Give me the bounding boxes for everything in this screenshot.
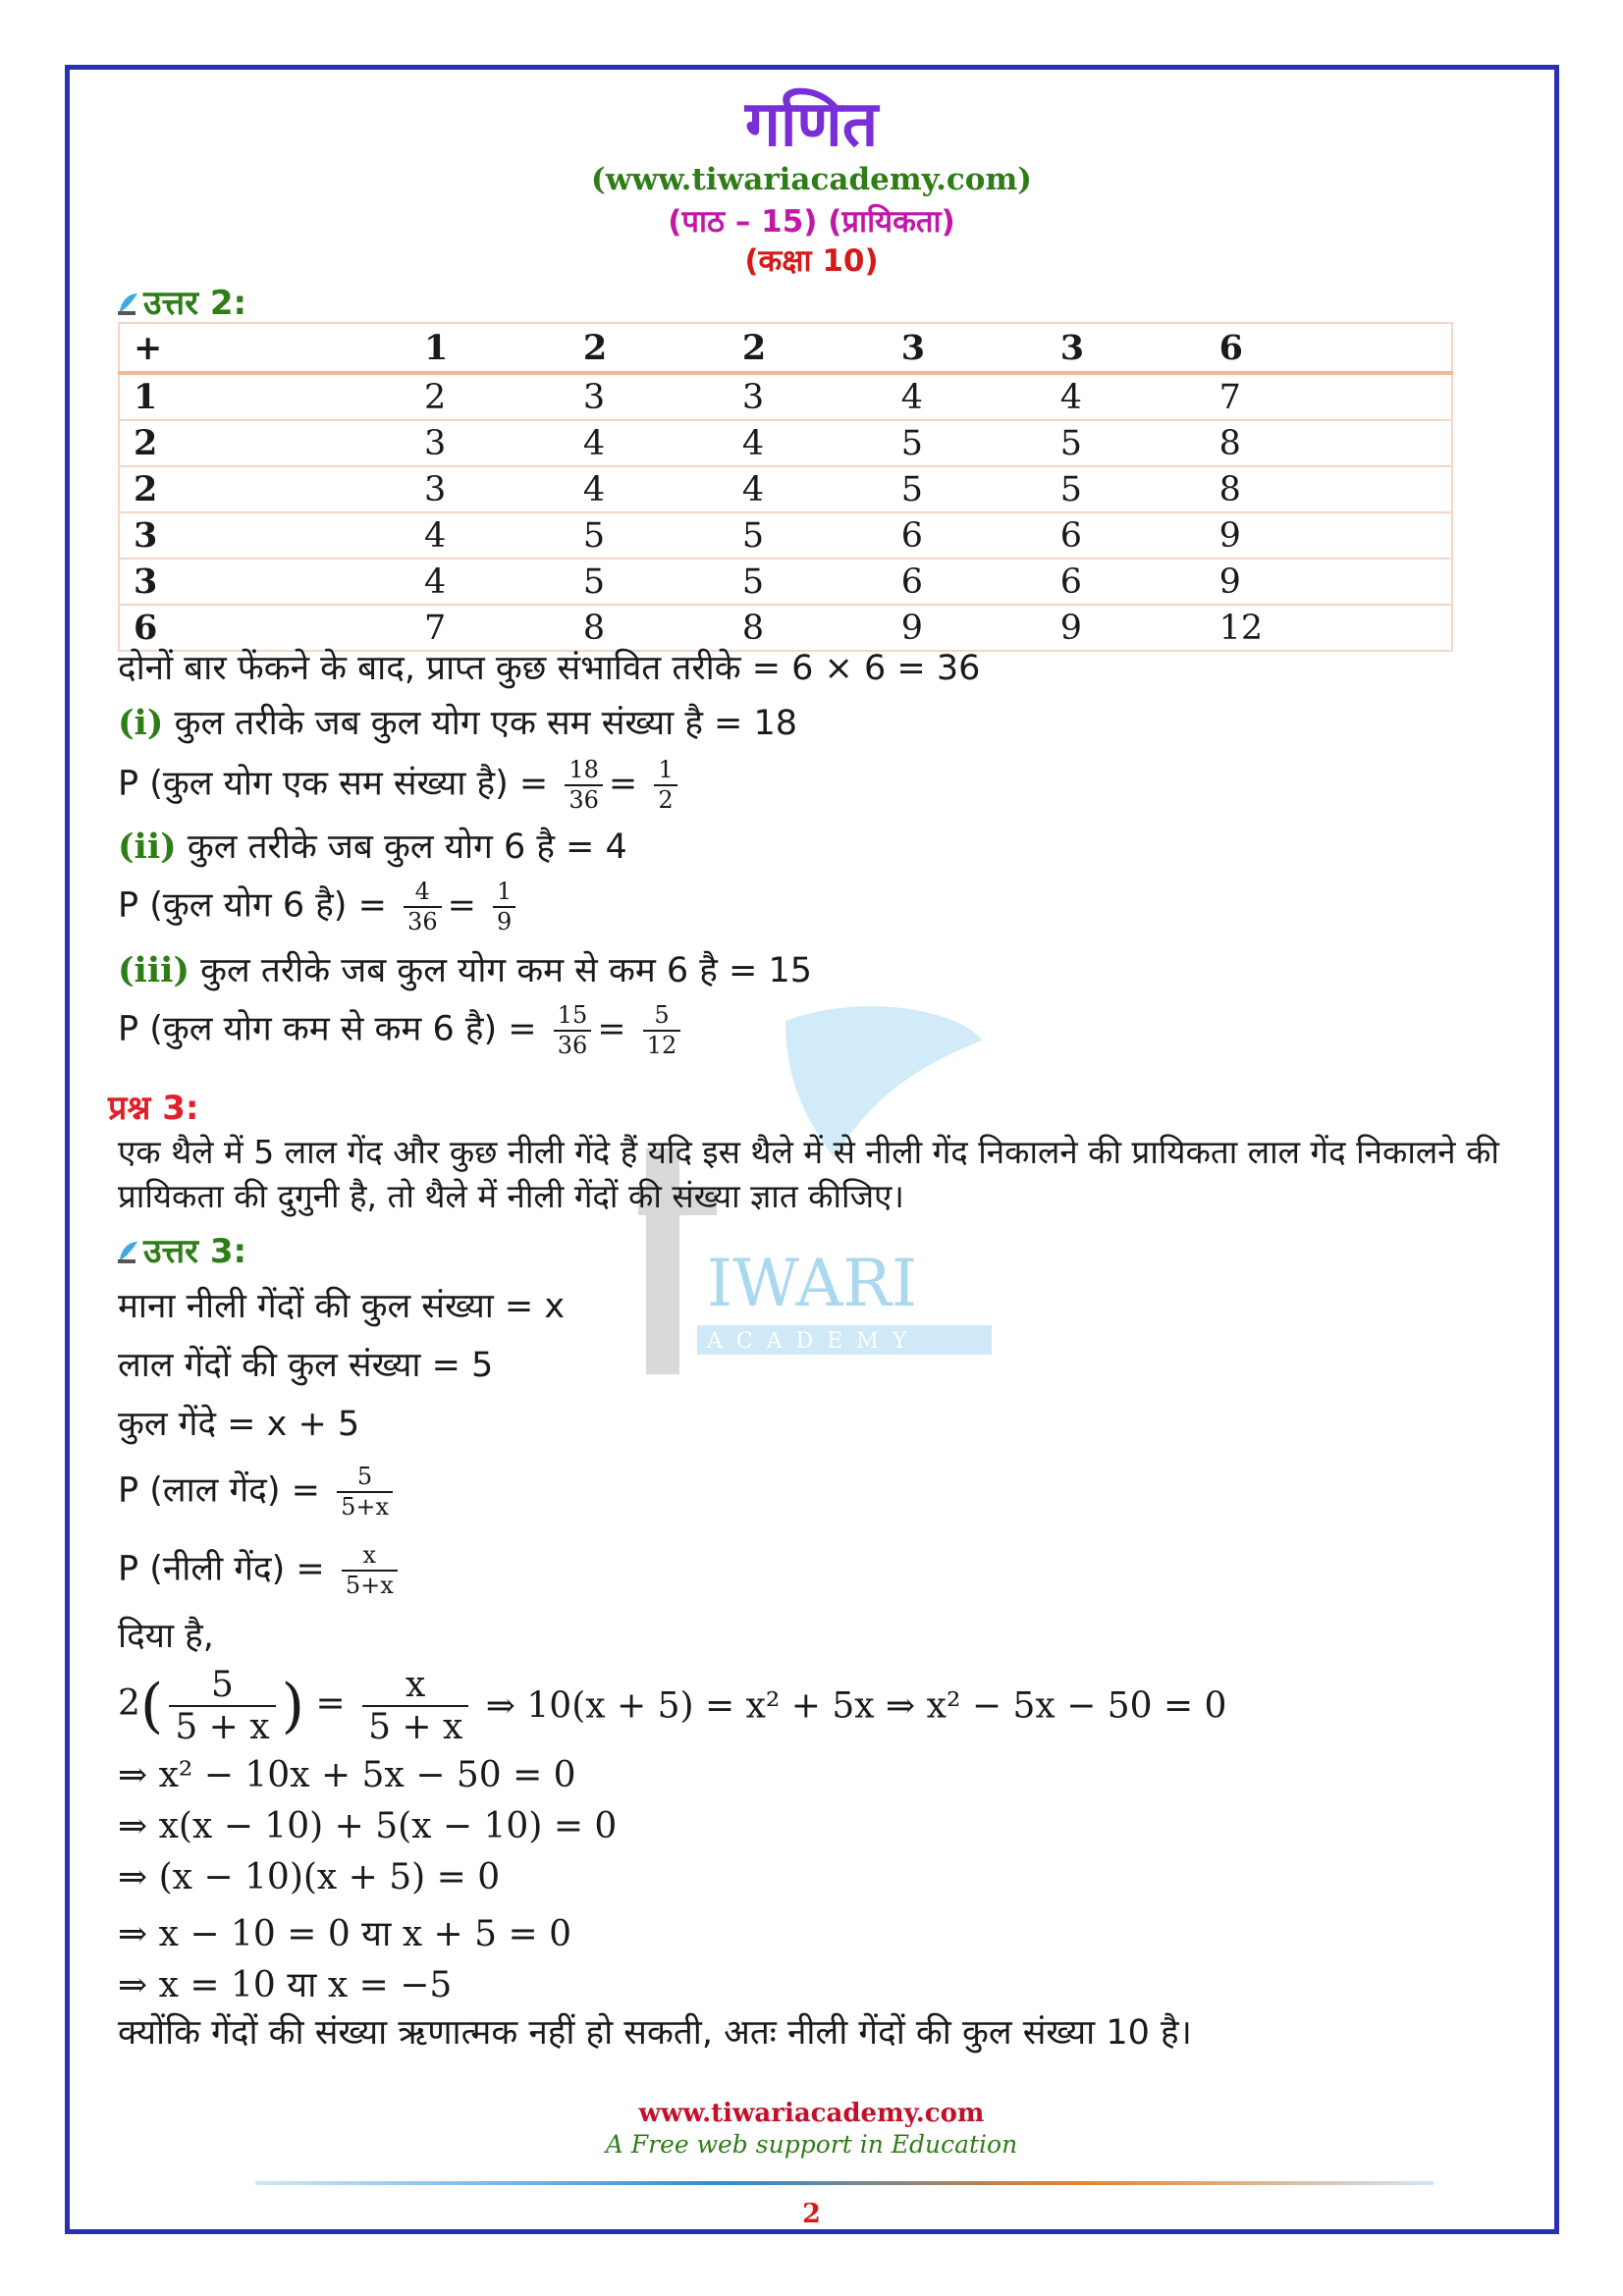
fraction: $\frac{5}{5+x}$ <box>337 1463 393 1522</box>
table-row <box>119 466 1452 512</box>
table-cell: 6 <box>1206 323 1452 373</box>
table-cell: 1 <box>119 373 410 420</box>
table-cell: 6 <box>119 605 410 651</box>
table-cell: 6 <box>1047 559 1206 605</box>
footer-divider <box>255 2181 1434 2185</box>
table-cell: 8 <box>729 605 888 651</box>
leaf-logo-icon <box>116 1240 139 1265</box>
dice-sum-table <box>118 322 1453 652</box>
table-cell: 9 <box>888 605 1047 651</box>
table-cell: 2 <box>119 466 410 512</box>
table-cell: 4 <box>729 466 888 512</box>
table-cell: 8 <box>1206 466 1452 512</box>
table-cell: 4 <box>729 420 888 466</box>
table-cell: 1 <box>410 323 569 373</box>
part-i-probability: P (कुल योग एक सम संख्या है) = $\frac{18}{36}$ = $\frac{1}{2}$ <box>118 756 683 815</box>
table-cell: 2 <box>410 373 569 420</box>
table-cell: 4 <box>410 512 569 559</box>
equation-4: ⇒ (x − 10)(x + 5) = 0 <box>118 1857 501 1897</box>
table-cell: 5 <box>729 559 888 605</box>
table-cell: 6 <box>888 559 1047 605</box>
part-iii-probability: P (कुल योग कम से कम 6 है) = $\frac{15}{36}$ = $\frac{5}{12}$ <box>118 1001 686 1060</box>
fraction: $\frac{5}{12}$ <box>643 1001 681 1060</box>
table-cell: 2 <box>729 323 888 373</box>
equation-3: ⇒ x(x − 10) + 5(x − 10) = 0 <box>118 1806 618 1846</box>
table-row <box>119 512 1452 559</box>
leaf-logo-icon <box>116 292 139 317</box>
equation-2: ⇒ x² − 10x + 5x − 50 = 0 <box>118 1755 576 1795</box>
table-cell: 3 <box>119 559 410 605</box>
answer-3-line-1: माना नीली गेंदों की कुल संख्या = x <box>118 1287 566 1326</box>
question-3-heading: प्रश्न 3: <box>108 1089 199 1128</box>
table-cell: 7 <box>410 605 569 651</box>
table-cell: 5 <box>569 512 729 559</box>
page-number: 2 <box>802 2199 821 2229</box>
table-cell: 3 <box>119 512 410 559</box>
table-cell: 5 <box>729 512 888 559</box>
table-cell: 3 <box>1047 323 1206 373</box>
table-row <box>119 605 1452 651</box>
table-cell: 5 <box>888 420 1047 466</box>
fraction: $\frac{x}{5 + x}$ <box>362 1665 468 1747</box>
table-cell: 5 <box>569 559 729 605</box>
table-cell: 3 <box>729 373 888 420</box>
svg-text:IWARI: IWARI <box>707 1246 918 1321</box>
fraction: $\frac{15}{36}$ <box>554 1001 592 1060</box>
fraction: $\frac{1}{2}$ <box>654 756 676 815</box>
table-cell: 4 <box>569 466 729 512</box>
table-cell: 3 <box>888 323 1047 373</box>
answer-3-line-3: कुल गेंदे = x + 5 <box>118 1405 360 1444</box>
part-iii-line: (iii) कुल तरीके जब कुल योग कम से कम 6 है = 15 <box>118 950 812 990</box>
table-cell: 5 <box>1047 420 1206 466</box>
conclusion: क्योंकि गेंदों की संख्या ऋणात्मक नहीं हो सकती, अतः नीली गेंदों की कुल संख्या 10 है। <box>118 2013 1192 2053</box>
equation-5: ⇒ x − 10 = 0 या x + 5 = 0 <box>118 1914 572 1954</box>
table-header-row <box>119 323 1452 373</box>
part-ii-probability: P (कुल योग 6 है) = $\frac{4}{36}$ = $\frac{1}{9}$ <box>118 878 521 936</box>
equation-1: 2( $\frac{5}{5 + x}$ ) = $\frac{x}{5 + x}$ ⇒ 10(x + 5) = x² + 5x ⇒ x² − 5x − 50 = 0 <box>118 1665 1227 1747</box>
equation-6: ⇒ x = 10 या x = −5 <box>118 1965 453 2005</box>
part-i-line: (i) कुल तरीके जब कुल योग एक सम संख्या है = 18 <box>118 703 798 743</box>
chapter-label: (पाठ – 15) (प्रायिकता) <box>668 204 955 240</box>
question-3-text: एक थैले में 5 लाल गेंद और कुछ नीली गेंदे हैं यदि इस थैले में से नीली गेंद निकालने की प्रायिकता लाल गेंद निकालने की प्रायिकता की दुगुनी है, तो थैले में नीली गेंदों की संख्या ज्ञात कीजिए। <box>118 1133 1499 1215</box>
table-row <box>119 559 1452 605</box>
table-cell: 2 <box>119 420 410 466</box>
table-cell: + <box>119 323 410 373</box>
table-cell: 12 <box>1206 605 1452 651</box>
footer-site-url[interactable]: www.tiwariacademy.com <box>638 2099 985 2128</box>
table-cell: 4 <box>888 373 1047 420</box>
table-cell: 4 <box>410 559 569 605</box>
table-cell: 5 <box>1047 466 1206 512</box>
page-title: गणित <box>744 88 879 161</box>
table-row <box>119 373 1452 420</box>
answer-3-heading: उत्तर 3: <box>116 1227 246 1272</box>
answer-2-heading: उत्तर 2: <box>116 279 246 324</box>
table-cell: 9 <box>1206 559 1452 605</box>
fraction: $\frac{5}{5 + x}$ <box>169 1665 275 1747</box>
table-cell: 9 <box>1047 605 1206 651</box>
class-label: (कक्षा 10) <box>744 243 879 279</box>
total-outcomes: दोनों बार फेंकने के बाद, प्राप्त कुछ संभावित तरीके = 6 × 6 = 36 <box>118 649 981 688</box>
table-cell: 9 <box>1206 512 1452 559</box>
table-cell: 2 <box>569 323 729 373</box>
table-cell: 5 <box>888 466 1047 512</box>
fraction: $\frac{x}{5+x}$ <box>342 1541 398 1600</box>
given-label: दिया है, <box>118 1617 214 1656</box>
table-cell: 6 <box>1047 512 1206 559</box>
table-cell: 8 <box>569 605 729 651</box>
table-cell: 8 <box>1206 420 1452 466</box>
fraction: $\frac{1}{9}$ <box>493 878 515 936</box>
answer-3-line-2: लाल गेंदों की कुल संख्या = 5 <box>118 1346 494 1385</box>
table-cell: 6 <box>888 512 1047 559</box>
fraction: $\frac{18}{36}$ <box>565 756 603 815</box>
fraction: $\frac{4}{36}$ <box>404 878 442 936</box>
site-url: (www.tiwariacademy.com) <box>591 162 1032 197</box>
table-cell: 7 <box>1206 373 1452 420</box>
p-blue-ball: P (नीली गेंद) = $\frac{x}{5+x}$ <box>118 1541 404 1600</box>
p-red-ball: P (लाल गेंद) = $\frac{5}{5+x}$ <box>118 1463 399 1522</box>
table-cell: 3 <box>410 420 569 466</box>
table-cell: 3 <box>569 373 729 420</box>
table-cell: 3 <box>410 466 569 512</box>
footer-tagline: A Free web support in Education <box>605 2130 1018 2159</box>
table-row <box>119 420 1452 466</box>
svg-text:ACADEMY: ACADEMY <box>707 1329 921 1354</box>
table-cell: 4 <box>569 420 729 466</box>
part-ii-line: (ii) कुल तरीके जब कुल योग 6 है = 4 <box>118 827 627 867</box>
table-cell: 4 <box>1047 373 1206 420</box>
